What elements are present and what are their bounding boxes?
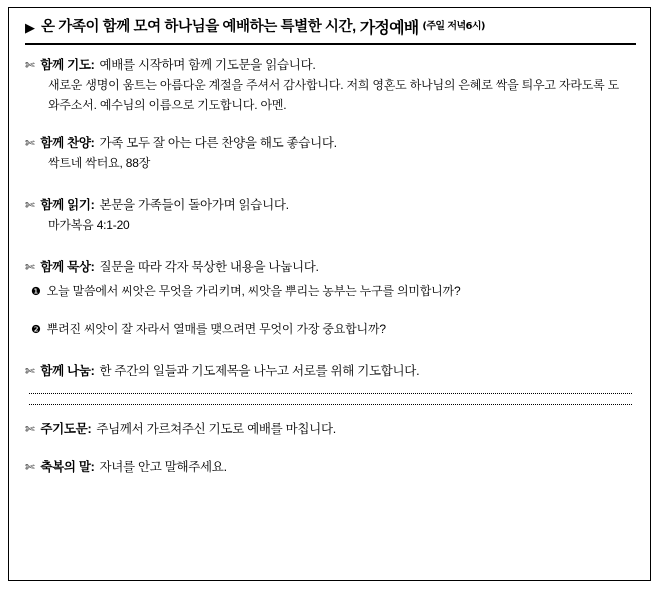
title-emphasis-text: 가정예배	[359, 18, 419, 37]
section-heading	[25, 419, 636, 439]
bordered-content-frame	[8, 7, 651, 581]
section-description: 한 주간의 일들과 기도제목을 나누고 서로를 위해 기도합니다.	[99, 364, 420, 378]
section-label: 함께 읽기:	[40, 198, 95, 212]
section-label: 함께 묵상:	[40, 260, 95, 274]
scissors-icon: ✄	[25, 460, 35, 474]
section-description: 질문을 따라 각자 묵상한 내용을 나눕니다.	[99, 260, 319, 274]
section-praise	[25, 133, 636, 173]
scissors-icon: ✄	[25, 260, 35, 274]
section-heading	[25, 195, 636, 215]
section-label: 함께 기도:	[40, 58, 95, 72]
page-title	[25, 17, 636, 45]
prayer-paragraph: 새로운 생명이 움트는 아름다운 계절을 주셔서 감사합니다. 저희 영혼도 하나님의 은혜로 싹을 틔우고 자라도록 도와주소서. 예수님의 이름으로 기도합니다. 아멘.	[48, 78, 620, 112]
section-label: 주기도문:	[40, 422, 92, 436]
section-description: 본문을 가족들이 돌아가며 읽습니다.	[99, 198, 289, 212]
spacer	[25, 343, 636, 361]
dotted-divider-top	[29, 393, 632, 394]
section-heading	[25, 361, 636, 381]
section-label: 축복의 말:	[40, 460, 95, 474]
section-description: 자녀를 안고 말해주세요.	[99, 460, 227, 474]
scissors-icon: ✄	[25, 422, 35, 436]
section-description: 주님께서 가르쳐주신 기도로 예배를 마칩니다.	[96, 422, 336, 436]
spacer	[25, 177, 636, 195]
section-heading	[25, 257, 636, 277]
scissors-icon: ✄	[25, 198, 35, 212]
section-description: 가족 모두 잘 아는 다른 찬양을 해도 좋습니다.	[99, 136, 337, 150]
spacer	[25, 443, 636, 457]
praise-song-reference: 싹트네 싹터요, 88장	[48, 156, 151, 170]
question-item	[31, 282, 636, 301]
spacer	[25, 301, 636, 315]
question-text: 뿌려진 씨앗이 잘 자라서 열매를 맺으려면 무엇이 가장 중요합니까?	[46, 322, 386, 336]
question-text: 오늘 말씀에서 씨앗은 무엇을 가리키며, 씨앗을 뿌리는 농부는 누구를 의미합니까?	[46, 284, 461, 298]
question-number-2-icon: ❷	[31, 323, 41, 336]
question-item	[31, 320, 636, 339]
title-main-text: 온 가족이 함께 모여 하나님을 예배하는 특별한 시간,	[41, 19, 356, 35]
section-label: 함께 나눔:	[40, 364, 95, 378]
spacer	[25, 119, 636, 133]
section-heading	[25, 55, 636, 75]
spacer	[25, 239, 636, 257]
triangle-bullet-icon: ▶	[25, 20, 35, 35]
dotted-divider-bottom	[29, 404, 632, 405]
question-number-1-icon: ❶	[31, 285, 41, 298]
scissors-icon: ✄	[25, 364, 35, 378]
section-heading	[25, 133, 636, 153]
scissors-icon: ✄	[25, 136, 35, 150]
section-reading	[25, 195, 636, 235]
scissors-icon: ✄	[25, 58, 35, 72]
section-lords-prayer	[25, 419, 636, 439]
section-description: 예배를 시작하며 함께 기도문을 읽습니다.	[99, 58, 316, 72]
section-heading	[25, 457, 636, 477]
section-blessing	[25, 457, 636, 477]
section-label: 함께 찬양:	[40, 136, 95, 150]
section-meditation	[25, 257, 636, 339]
document-body	[9, 8, 650, 580]
section-prayer	[25, 55, 636, 115]
title-subtext: (주일 저녁6시)	[422, 21, 485, 32]
scripture-reference: 마가복음 4:1-20	[48, 218, 130, 232]
section-sharing	[25, 361, 636, 381]
